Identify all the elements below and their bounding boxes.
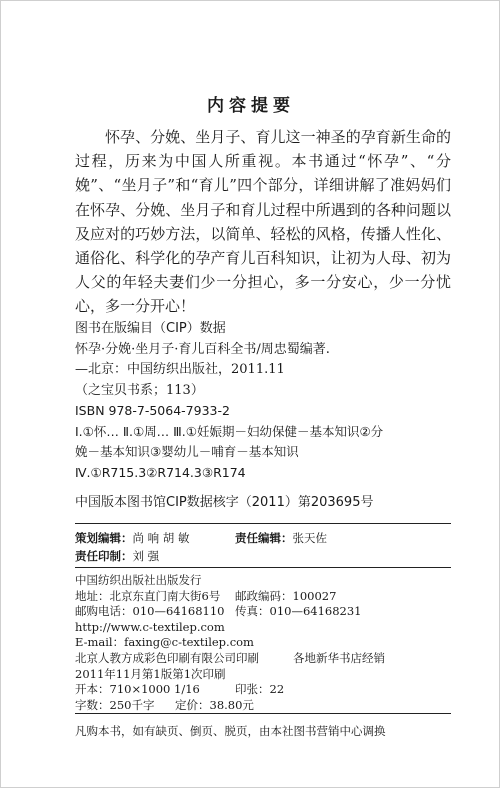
print-manager-label: 责任印制： [75,549,133,563]
fax: 传真：010—64168231 [235,604,362,619]
divider [75,523,451,524]
cip-number: 中国版本图书馆CIP数据核字（2011）第203695号 [75,495,374,510]
summary-paragraph: 怀孕、分娩、坐月子、育儿这一神圣的孕育新生命的过程，历来为中国人所重视。本书通过“怀孕”、“分娩”、“坐月子”和“育儿”四个部分，详细讲解了准妈妈们在怀孕、分娩、坐月子和育儿过程中所遇到的各种问题以及应对的巧妙方法，以简单、轻松的风格，传播人性化、通俗化、科学化的孕产育儿百科知识，让初为人母、初为人父的年轻夫妻们少一分担心，多一分安心，少一分忧心，多一分开心！ [75,128,451,316]
sheet-count: 印张：22 [235,682,285,697]
editor-value: 张天佐 [292,531,327,545]
book-format: 开本：710×1000 1/16 [75,682,200,697]
print-manager-value: 刘 强 [132,549,160,563]
cip-classification-line: Ⅰ.①怀… Ⅱ.①周… Ⅲ.①妊娠期－妇幼保健－基本知识②分 [75,423,384,439]
staff-row [75,529,451,547]
divider [75,713,451,714]
printing-company: 北京人教方成彩色印刷有限公司印刷 [75,650,259,665]
summary-text [75,125,451,319]
publisher-line: 中国纺织出版社出版发行 [75,573,202,587]
cip-classification-line: 娩－基本知识③婴幼儿－哺育－基本知识 [75,444,299,459]
cip-heading: 图书在版编目（CIP）数据 [75,321,226,336]
defect-notice: 凡购本书，如有缺页、倒页、脱页，由本社图书营销中心调换 [75,724,386,738]
address-row [75,589,465,605]
planner-label: 策划编辑： [75,531,133,545]
cip-classification-line: Ⅳ.①R715.3②R714.3③R174 [75,464,246,480]
cip-series-line: （之宝贝书系；113） [75,382,204,398]
postcode: 邮政编码：100027 [235,588,337,603]
distributor: 各地新华书店经销 [293,650,385,665]
divider [75,567,451,568]
planner-value: 尚 响 胡 敏 [132,531,190,545]
email-line: E-mail：faxing@c-textilep.com [75,635,254,650]
staff-row [75,547,451,565]
price: 定价：38.80元 [175,697,254,712]
words-row [75,698,465,714]
staff-block [75,529,451,565]
cip-title-line: 怀孕·分娩·坐月子·育儿百科全书/周忠蜀编著. [75,341,330,357]
phone-row [75,604,465,620]
summary-title: 内容提要 [207,96,295,116]
editor-field [235,529,327,547]
word-count: 字数：250千字 [75,697,155,712]
edition-line: 2011年11月第1版第1次印刷 [75,666,226,681]
publication-block [75,573,465,713]
mail-order-phone: 邮购电话：010—64168110 [75,604,225,619]
format-row [75,682,465,698]
cip-publisher-line: —北京：中国纺织出版社，2011.11 [75,362,285,377]
printing-row [75,651,465,667]
website-link: http://www.c-textilep.com [75,619,225,634]
editor-label: 责任编辑： [235,531,293,545]
address: 地址：北京东直门南大街6号 [75,588,221,603]
cip-data-block [75,319,465,483]
cip-isbn: ISBN 978-7-5064-7933-2 [75,403,230,418]
